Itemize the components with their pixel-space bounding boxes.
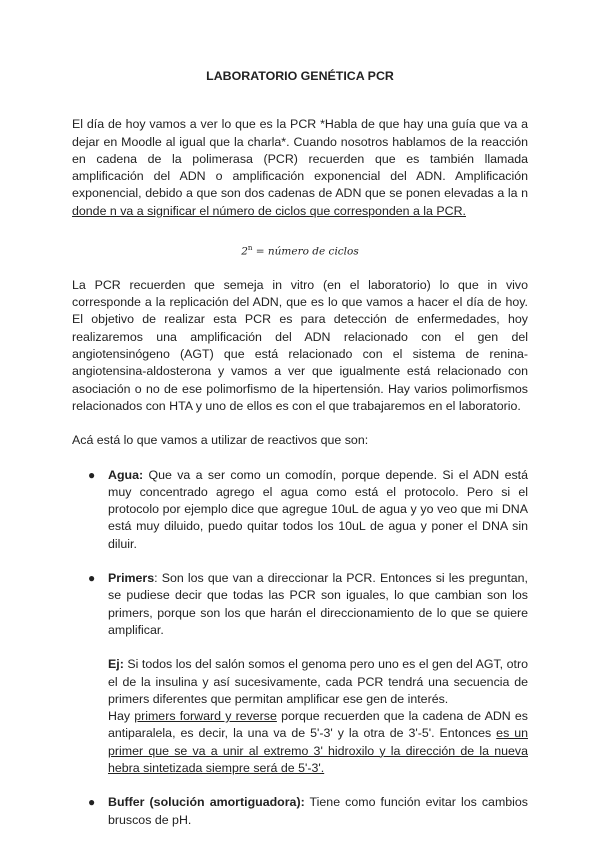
bullet-icon: ● [88,795,96,810]
formula-exponent: n [247,244,253,253]
formula [72,240,528,261]
list-item-primers [72,570,528,777]
example-text-2b: porque recuerden que la cadena de ADN es antiparalela, es decir, la una va de 5'-3' y la otra de 3'-5'. Entonces [108,709,528,741]
intro-text: El día de hoy vamos a ver lo que es la PCR *Habla de que hay una guía que va a dejar en Moodle al igual que la charla*. Cuando nosotros hablamos de la reacción en cadena de la polimerasa (PCR) recuerden que es también llamada amplificación del ADN o amplificación exponencial del ADN. Amplificación exponencial, debido a que son dos cadenas de ADN que se ponen elevadas a la n [72,117,528,201]
item-label: Primers [108,571,155,586]
document-title: LABORATORIO GENÉTICA PCR [206,69,394,83]
bullet-icon: ● [88,467,96,482]
example-text-2a: Hay [108,709,135,724]
reagents-intro: Acá está lo que vamos a utilizar de reactivos que son: [72,433,369,448]
item-text: : Son los que van a direccionar la PCR. Entonces si les preguntan, se pudiese decir que todas las PCR son iguales, lo que cambian son los primers, porque son los que harán el direccionamiento de lo que se quiere amplificar. [108,571,528,637]
formula-base: 2 [241,245,248,258]
bullet-icon: ● [88,571,96,586]
example-underline-1: primers forward y reverse [134,709,277,724]
item-label: Agua: [108,467,144,482]
example-underline-2: es un primer que se va a unir al extremo 3' hidroxilo y la dirección de la nueva hebra sintetizada siempre será de 5'-3'. [108,726,528,775]
item-text: Que va a ser como un comodín, porque depende. Si el ADN está muy concentrado agrego el agua como está el protocolo. Pero si el protocolo por ejemplo dice que agregue 10uL de agua y yo veo que mi DNA está muy diluido, puedo quitar todos los 10uL de agua y poner el DNA sin diluir. [108,467,528,551]
intro-underlined-text: donde n va a significar el número de ciclos que corresponden a la PCR. [72,203,466,218]
item-label: Buffer (solución amortiguadora): [108,795,305,810]
intro-paragraph [72,116,528,220]
pcr-paragraph: La PCR recuerden que semeja in vitro (en el laboratorio) lo que in vivo corresponde a la replicación del ADN, que es lo que vamos a hacer el día de hoy. El objetivo de realizar esta PCR es para detección de enfermedades, hoy realizaremos una amplificación del ADN relacionado con el gen del angiotensinógeno (AGT) que está relacionado con el sistema de renina-angiotensina-aldosterona y vamos a ver que igualmente está relacionado con asociación o no de ese polimorfismo de la hipertensión. Hay varios polimorfismos relacionados con HTA y uno de ellos es con el que trabajaremos en el laboratorio. [72,277,528,413]
item-text: Tiene como función evitar los cambios bruscos de pH. [108,795,528,827]
reagents-list [72,467,528,829]
example-block [108,656,528,777]
formula-rest: = número de ciclos [252,245,359,258]
example-text: Si todos los del salón somos el genoma pero uno es el gen del AGT, otro el de la insulina y así sucesivamente, cada PCR tendrá una secuencia de primers diferentes que permitan amplificar ese gen de interés. [108,657,528,706]
list-item-agua [72,467,528,553]
example-label: Ej: [108,657,124,672]
list-item-buffer [72,794,528,829]
